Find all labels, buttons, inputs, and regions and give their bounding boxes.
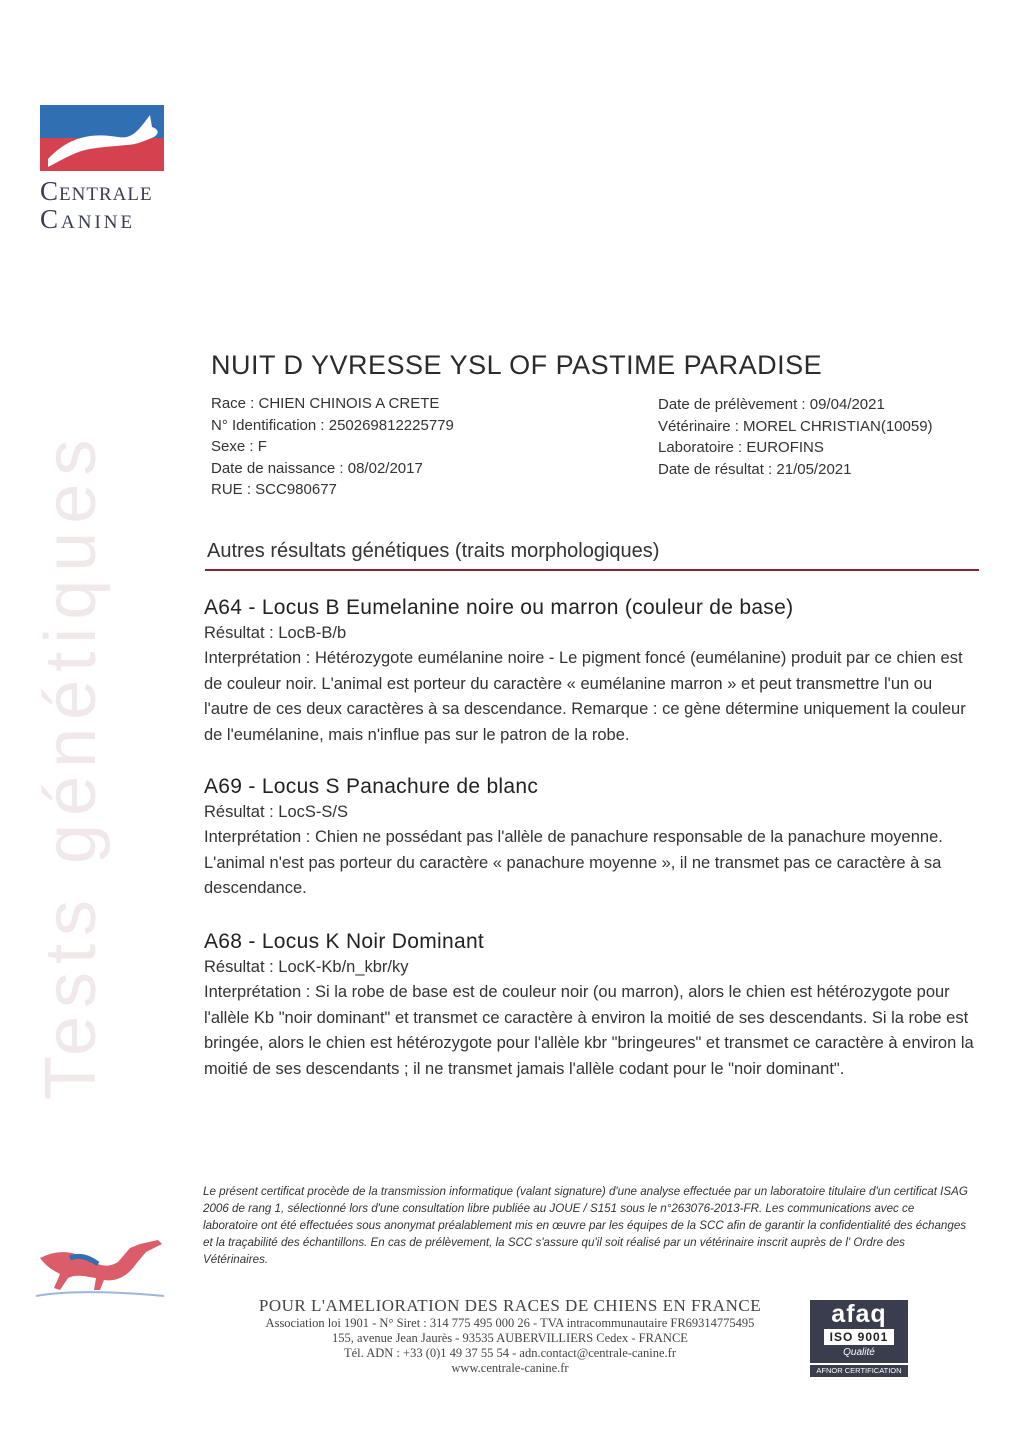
sex-field: Sexe : F [211, 438, 267, 455]
rue-field: RUE : SCC980677 [211, 481, 337, 498]
dog-info-left [211, 393, 454, 501]
centrale-canine-logo [40, 105, 180, 233]
locus-k-block [204, 928, 974, 1082]
running-dog-icon [30, 1218, 170, 1308]
footer-line-1: Association loi 1901 - N° Siret : 314 775 495 000 26 - TVA intracommunautaire FR69314775495 [265, 1316, 755, 1330]
afaq-iso-badge [810, 1300, 908, 1363]
vet-field: Vétérinaire : MOREL CHRISTIAN(10059) [658, 417, 933, 435]
watermark-text: Tests génétiques [31, 431, 111, 1100]
footer-website: www.centrale-canine.fr [451, 1361, 569, 1375]
afaq-iso: ISO 9001 [824, 1329, 895, 1345]
locus-s-interpretation: Interprétation : Chien ne possédant pas l'allèle de panachure responsable de la panachure moyenne. L'animal n'est pas porteur du caractère « panachure moyenne », il ne transmet pas ce caractère à sa descendance. [204, 828, 943, 897]
locus-s-title: A69 - Locus S Panachure de blanc [204, 775, 539, 798]
footer-line-3: Tél. ADN : +33 (0)1 49 37 55 54 - adn.contact@centrale-canine.fr [344, 1346, 676, 1360]
sample-info-right [658, 394, 933, 480]
locus-k-interpretation: Interprétation : Si la robe de base est de couleur noir (ou marron), alors le chien est hétérozygote pour l'allèle Kb "noir dominant" et transmet ce caractère à environ la moitié de ses descendants. Si la robe est bringée, alors le chien est hétérozygote pour l'allèle kbr "bringeures" et transmet ce caractère à environ la moitié de ses descendants ; il ne transmet jamais l'allèle codant pour le "noir dominant". [204, 983, 974, 1078]
footer-line-2: 155, avenue Jean Jaurès - 93535 AUBERVILLIERS Cedex - FRANCE [332, 1331, 688, 1345]
lab-field: Laboratoire : EUROFINS [658, 439, 824, 456]
afaq-qualite: Qualité [843, 1347, 875, 1358]
brand-line-2: Canine [40, 204, 136, 234]
locus-b-title: A64 - Locus B Eumelanine noire ou marron (couleur de base) [204, 596, 794, 619]
identification-field: N° Identification : 250269812225779 [211, 416, 454, 434]
race-field: Race : CHIEN CHINOIS A CRETE [211, 395, 440, 412]
section-title: Autres résultats génétiques (traits morphologiques) [207, 540, 660, 562]
birth-date-field: Date de naissance : 08/02/2017 [211, 459, 423, 477]
locus-b-block [204, 594, 974, 748]
locus-s-result: Résultat : LocS-S/S [204, 803, 348, 821]
dog-logo-icon [40, 105, 164, 171]
result-date-field: Date de résultat : 21/05/2021 [658, 460, 852, 478]
locus-s-block [204, 773, 974, 902]
afnor-certification-label: AFNOR CERTIFICATION [810, 1365, 908, 1377]
sample-date-field: Date de prélèvement : 09/04/2021 [658, 396, 885, 413]
afaq-word: afaq [831, 1300, 887, 1328]
dog-name-title: NUIT D YVRESSE YSL OF PASTIME PARADISE [211, 350, 823, 380]
section-divider [205, 569, 979, 571]
footer-address [230, 1296, 790, 1376]
footer-slogan: POUR L'AMELIORATION DES RACES DE CHIENS EN FRANCE [258, 1296, 762, 1315]
brand-line-1: Centrale [40, 176, 153, 206]
locus-b-result: Résultat : LocB-B/b [204, 624, 347, 642]
locus-k-title: A68 - Locus K Noir Dominant [204, 930, 485, 953]
certificate-disclaimer: Le présent certificat procède de la transmission informatique (valant signature) d'une analyse effectuée par un laboratoire titulaire d'un certificat ISAG 2006 de rang 1, sélectionné lors d'une consultation libre publiée au JOUE / S151 sous le n°263076-2013-FR. Les communications avec ce laboratoire ont été effectuées sous anonymat préalablement mis en œuvre par les équipes de la SCC afin de garantir la confidentialité des échanges et la traçabilité des échantillons. En cas de prélèvement, la SCC s'assure qu'il soit réalisé par un vétérinaire inscrit auprès de l' Ordre des Vétérinaires. [203, 1185, 968, 1266]
locus-k-result: Résultat : LocK-Kb/n_kbr/ky [204, 958, 409, 976]
locus-b-interpretation: Interprétation : Hétérozygote eumélanine noire - Le pigment foncé (eumélanine) produit par ce chien est de couleur noir. L'animal est porteur du caractère « eumélanine marron » et peut transmettre l'un ou l'autre de ces deux caractères à sa descendance. Remarque : ce gène détermine uniquement la couleur de l'eumélanine, mais n'influe pas sur le patron de la robe. [204, 649, 966, 744]
